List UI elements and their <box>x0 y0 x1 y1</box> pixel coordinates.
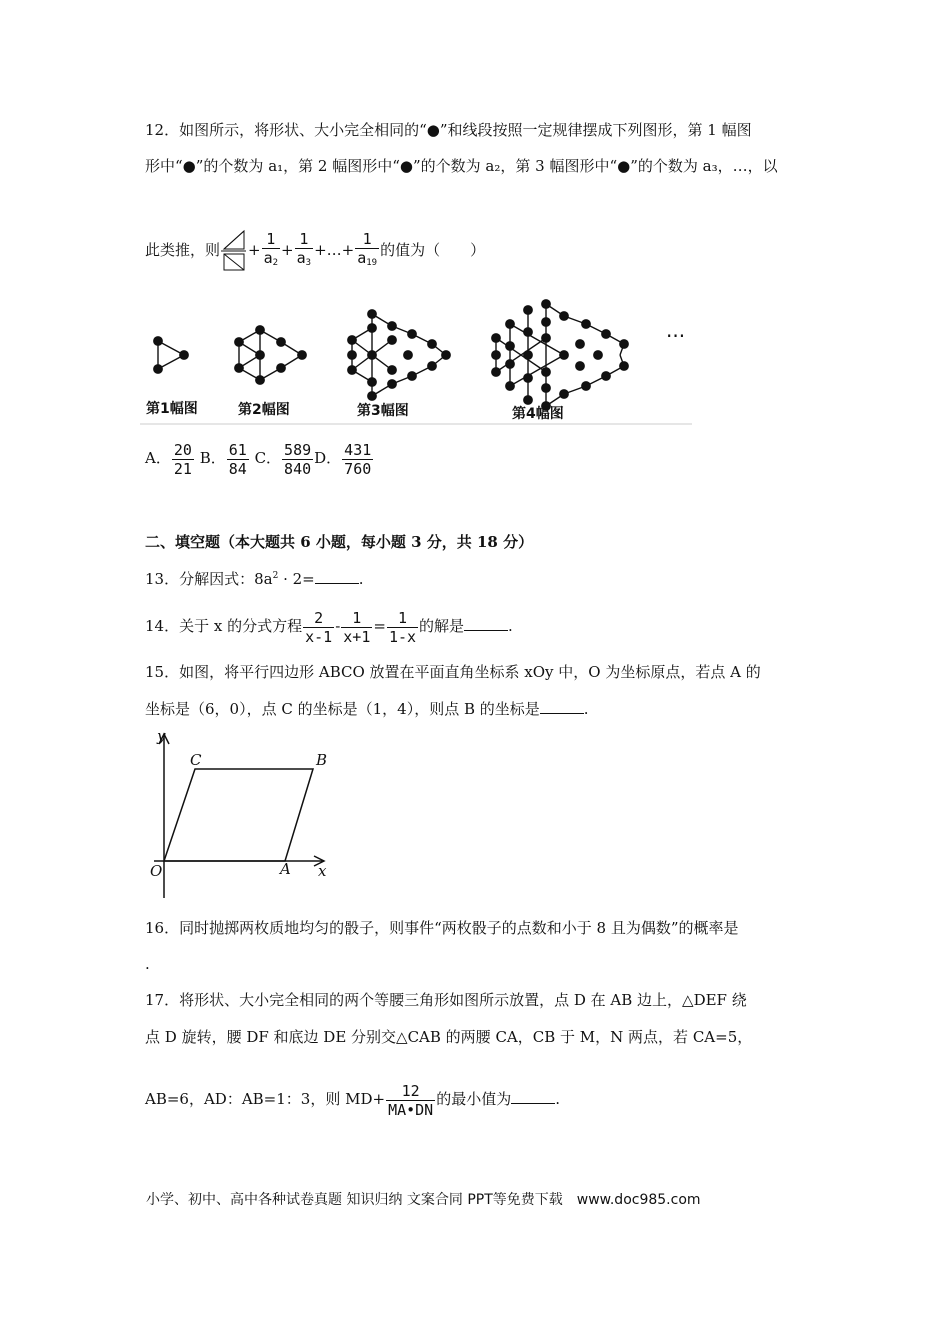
q17-line1: 17．将形状、大小完全相同的两个等腰三角形如图所示放置，点 D 在 AB 边上，△DEF 绕 <box>145 991 747 1009</box>
option-a-fraction <box>172 441 194 478</box>
option-b-label: B． <box>199 449 226 467</box>
frac1-den <box>262 248 280 272</box>
q15-answer-blank[interactable] <box>540 699 584 714</box>
q14-prefix: 14．关于 x 的分式方程 <box>145 617 303 635</box>
option-a-label: A． <box>145 449 171 467</box>
q12-line2: 形中“●”的个数为 a₁，第 2 幅图形中“●”的个数为 a₂，第 3 幅图形中“●”的个数为 a₃，…，以 <box>145 157 778 175</box>
q17-fraction <box>386 1082 435 1119</box>
frac2-den-sub: 3 <box>305 258 312 268</box>
q17-f-den: MA•DN <box>388 1100 434 1119</box>
option-d-num: 431 <box>344 440 372 459</box>
q17-line3-suffix: 的最小值为 <box>436 1090 512 1108</box>
frac3-den-sub: 19 <box>366 258 378 268</box>
q17-f-num: 12 <box>401 1081 420 1100</box>
fraction-1-over-a19 <box>355 230 379 272</box>
option-d-label: D． <box>314 449 342 467</box>
frac3-den <box>355 248 379 272</box>
frac2-num: 1 <box>299 230 309 248</box>
q14-f1-num: 2 <box>314 608 324 627</box>
frac3-num: 1 <box>362 230 372 248</box>
q13-line <box>145 565 364 590</box>
pattern-figure-1 <box>154 337 188 373</box>
option-c-label: C． <box>254 449 282 467</box>
q14-f2-num: 1 <box>352 608 362 627</box>
figure-2-label: 第2幅图 <box>238 402 290 418</box>
fraction-1-over-a3 <box>295 230 313 272</box>
figure-1-label: 第1幅图 <box>146 401 198 417</box>
q12-line3-prefix: 此类推，则 <box>145 241 221 259</box>
frac2-den <box>295 248 313 272</box>
option-b-den: 84 <box>228 459 247 478</box>
pattern-figure-2 <box>235 326 306 384</box>
q14-answer-blank[interactable] <box>464 616 508 631</box>
option-d-fraction <box>342 441 373 478</box>
q15-end: . <box>583 700 589 718</box>
q14-fraction-3 <box>387 609 418 646</box>
q17-end: . <box>555 1090 561 1108</box>
option-a-num: 20 <box>173 440 192 459</box>
q14-fraction-2 <box>341 609 372 646</box>
q14-f3-den: 1-x <box>388 627 417 646</box>
q16-line2: . <box>145 955 150 973</box>
option-b-num: 61 <box>228 440 247 459</box>
q13-suffix: · 2= <box>278 570 315 588</box>
figure-4-label: 第4幅图 <box>512 406 564 422</box>
q15-line2 <box>145 698 589 720</box>
section-2-heading: 二、填空题（本大题共 6 小题，每小题 3 分，共 18 分） <box>145 533 534 551</box>
x-axis-label: x <box>318 862 327 880</box>
option-c-num: 589 <box>284 440 312 459</box>
q14-f3-num: 1 <box>397 608 407 627</box>
point-b-label: B <box>316 751 328 769</box>
frac1-den-sub: 2 <box>272 258 279 268</box>
q13-prefix: 13．分解因式：8a <box>145 570 273 588</box>
more-figures-ellipsis: ··· <box>666 324 686 348</box>
frac2-den-var: a <box>296 249 306 267</box>
plus-sign-2: + <box>281 241 294 259</box>
q14-f1-den: x-1 <box>305 627 333 646</box>
frac1-num: 1 <box>266 230 276 248</box>
q16-line1: 16．同时抛掷两枚质地均匀的骰子，则事件“两枚骰子的点数和小于 8 且为偶数”的概率是 <box>145 919 739 937</box>
option-c-den: 840 <box>284 459 312 478</box>
fraction-a1-graphic <box>220 229 248 273</box>
q14-f2-den: x+1 <box>343 627 371 646</box>
q17-answer-blank[interactable] <box>511 1089 555 1104</box>
option-d-den: 760 <box>344 459 372 478</box>
q17-line3-prefix: AB=6，AD：AB=1：3，则 MD+ <box>145 1090 386 1108</box>
point-a-label: A <box>280 860 291 878</box>
option-a-den: 21 <box>173 459 192 478</box>
q12-line3 <box>145 228 485 273</box>
q12-options <box>145 436 374 480</box>
frac1-den-var: a <box>263 249 273 267</box>
ellipsis-sum: +…+ <box>314 241 355 259</box>
fraction-1-over-a2 <box>262 230 280 272</box>
q13-end: . <box>358 570 364 588</box>
pattern-figure-3 <box>348 310 450 400</box>
q13-exponent: 2 <box>272 571 279 581</box>
frac3-den-var: a <box>357 249 367 267</box>
q15-line1: 15．如图，将平行四边形 ABCO 放置在平面直角坐标系 xOy 中，O 为坐标原点，若点 A 的 <box>145 663 761 681</box>
q17-line2: 点 D 旋转，腰 DF 和底边 DE 分别交△CAB 的两腰 CA，CB 于 M，N 两点，若 CA=5， <box>145 1028 753 1046</box>
point-o-label: O <box>150 862 163 880</box>
point-c-label: C <box>190 751 202 769</box>
option-c-fraction <box>282 441 313 478</box>
q15-line2-text: 坐标是（6，0），点 C 的坐标是（1，4），则点 B 的坐标是 <box>145 700 540 718</box>
q14-suffix: 的解是 <box>419 617 465 635</box>
page-footer: 小学、初中、高中各种试卷真题 知识归纳 文案合同 PPT等免费下载 www.doc985.com <box>146 1192 701 1208</box>
q12-dot-pattern-figure <box>140 296 700 426</box>
q14-end: . <box>508 617 513 635</box>
q14-fraction-1 <box>303 609 334 646</box>
option-b-fraction <box>227 441 249 478</box>
q13-answer-blank[interactable] <box>315 569 359 584</box>
y-axis-label: y <box>157 727 166 745</box>
parallelogram-abco <box>164 769 313 861</box>
q14-line <box>145 604 513 648</box>
figure-3-label: 第3幅图 <box>357 403 409 419</box>
q17-line3 <box>145 1077 560 1121</box>
q14-equals: = <box>373 617 386 635</box>
plus-sign: + <box>248 241 261 259</box>
pattern-figure-4 <box>492 300 628 410</box>
q12-line3-suffix: 的值为（ ） <box>380 241 486 259</box>
q12-line1: 12．如图所示，将形状、大小完全相同的“●”和线段按照一定规律摆成下列图形，第 1 幅图 <box>145 121 752 139</box>
q14-minus: - <box>335 617 341 635</box>
